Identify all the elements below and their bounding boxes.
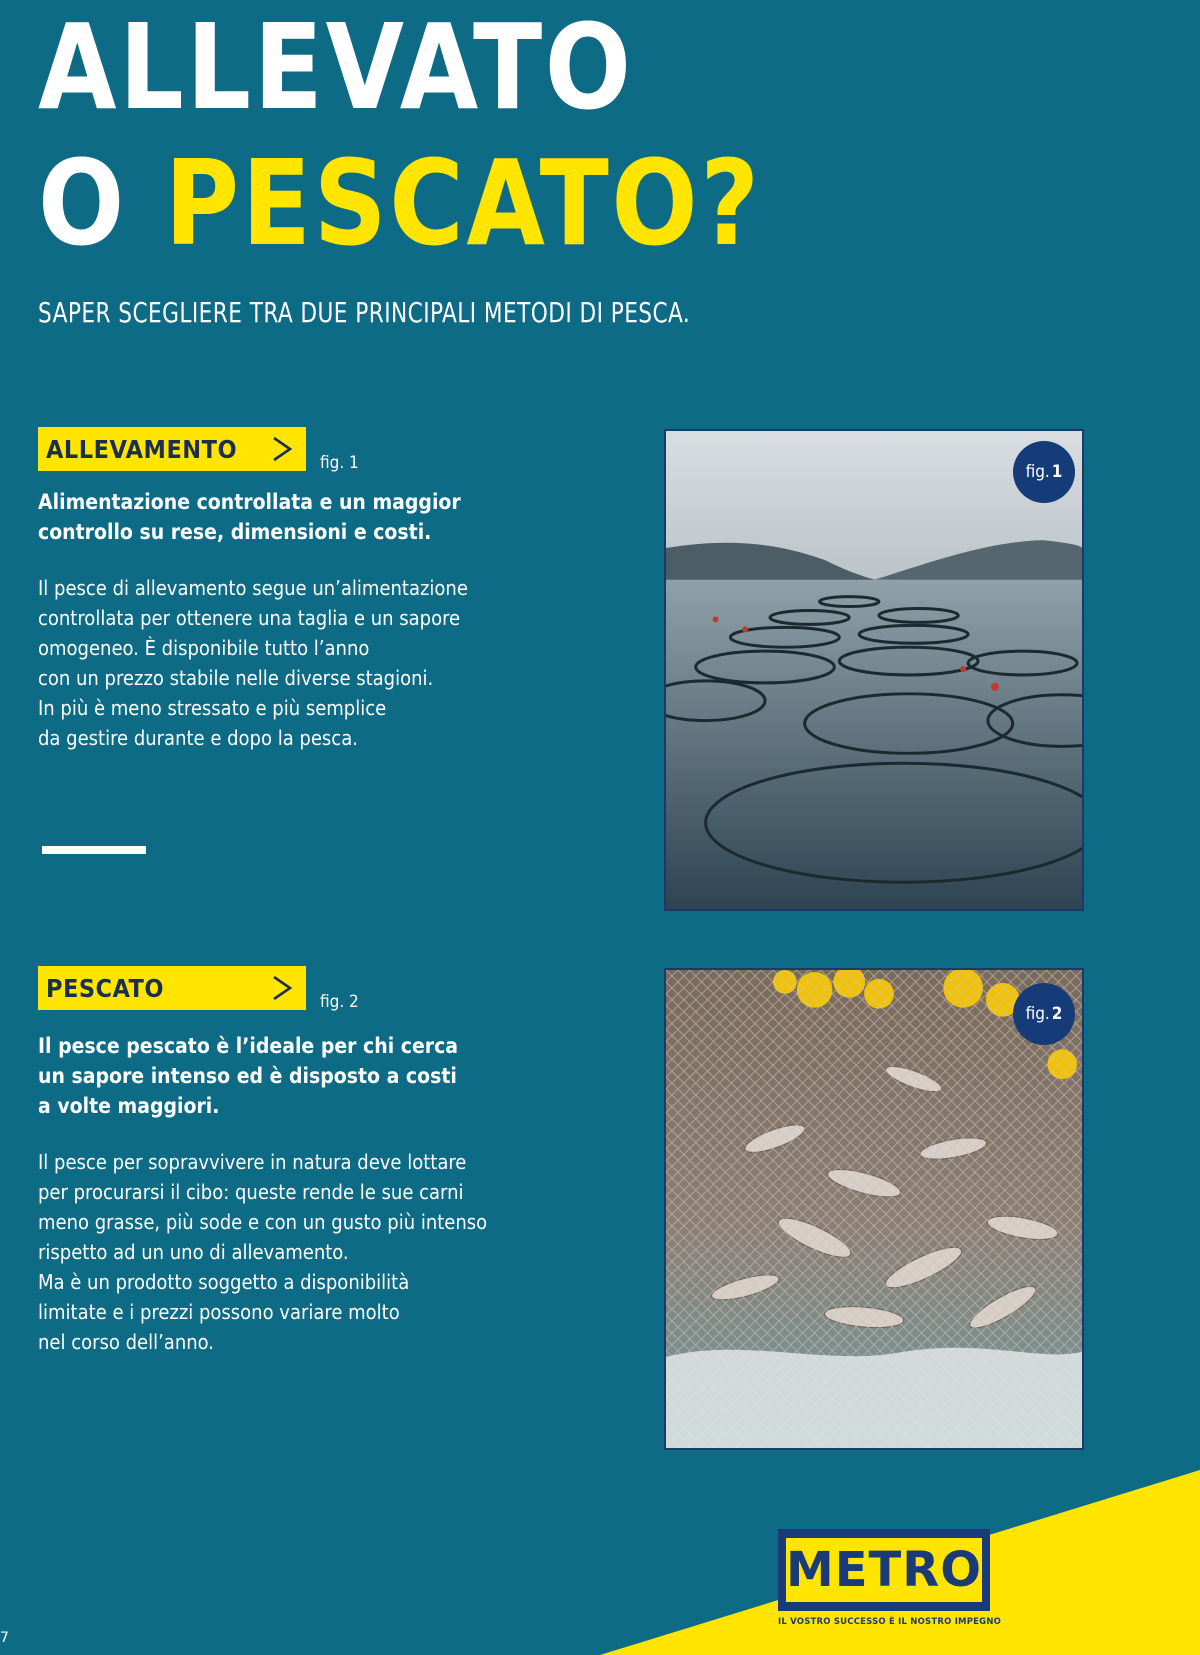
body-line: limitate e i prezzi possono variare molto	[38, 1300, 400, 1324]
tag-label: PESCATO	[46, 973, 164, 1003]
figure-badge	[1013, 441, 1075, 503]
title-line-1: ALLEVATO	[38, 0, 634, 136]
body-line: Il pesce per sopravvivere in natura deve lottare	[38, 1150, 467, 1174]
section-body	[38, 1147, 598, 1357]
lead-line: Il pesce pescato è l’ideale per chi cerca	[38, 1034, 459, 1058]
lead-line: Alimentazione controllata e un maggior	[38, 490, 461, 514]
body-line: da gestire durante e dopo la pesca.	[38, 726, 358, 750]
metro-logo-text: METRO	[786, 1538, 982, 1602]
body-line: per procurarsi il cibo: queste rende le sue carni	[38, 1180, 464, 1204]
title-line-2	[38, 134, 762, 272]
body-line: con un prezzo stabile nelle diverse stagioni.	[38, 666, 434, 690]
chevron-right-icon	[266, 973, 296, 1003]
tag-pescato	[38, 966, 306, 1010]
fish-farm-photo	[664, 429, 1084, 911]
body-line: In più è meno stressato e più semplice	[38, 696, 387, 720]
lead-line: controllo su rese, dimensioni e costi.	[38, 520, 432, 544]
page-subtitle: SAPER SCEGLIERE TRA DUE PRINCIPALI METODI DI PESCA.	[38, 296, 691, 329]
body-line: Ma è un prodotto soggetto a disponibilità	[38, 1270, 410, 1294]
badge-prefix: fig.	[1025, 462, 1050, 482]
chevron-right-icon	[266, 434, 296, 464]
body-line: nel corso dell’anno.	[38, 1330, 214, 1354]
lead-line: un sapore intenso ed è disposto a costi	[38, 1064, 457, 1088]
section-lead	[38, 487, 578, 547]
figure-badge	[1013, 983, 1075, 1045]
tag-allevamento	[38, 427, 306, 471]
tag-label: ALLEVAMENTO	[46, 434, 238, 464]
body-line: meno grasse, più sode e con un gusto più intenso	[38, 1210, 488, 1234]
body-line: Il pesce di allevamento segue un’alimentazione	[38, 576, 468, 600]
fishing-net-photo	[664, 968, 1084, 1450]
section-lead	[38, 1031, 578, 1121]
title-prefix: O	[38, 134, 127, 272]
page-number: 7	[0, 1630, 9, 1646]
fig-reference: fig. 2	[320, 992, 359, 1012]
badge-prefix: fig.	[1025, 1004, 1050, 1024]
brand-slogan: IL VOSTRO SUCCESSO È IL NOSTRO IMPEGNO	[778, 1617, 1002, 1627]
body-line: controllata per ottenere una taglia e un sapore	[38, 606, 461, 630]
metro-logo	[778, 1529, 990, 1611]
yellow-corner-shape	[0, 1470, 1200, 1655]
body-line: rispetto ad un uno di allevamento.	[38, 1240, 349, 1264]
section-body	[38, 573, 598, 753]
lead-line: a volte maggiori.	[38, 1094, 220, 1118]
badge-number: 2	[1051, 1004, 1063, 1024]
divider	[42, 846, 146, 854]
title-highlight: PESCATO?	[164, 134, 762, 272]
fig-reference: fig. 1	[320, 453, 359, 473]
badge-number: 1	[1051, 462, 1063, 482]
body-line: omogeneo. È disponibile tutto l’anno	[38, 636, 370, 660]
